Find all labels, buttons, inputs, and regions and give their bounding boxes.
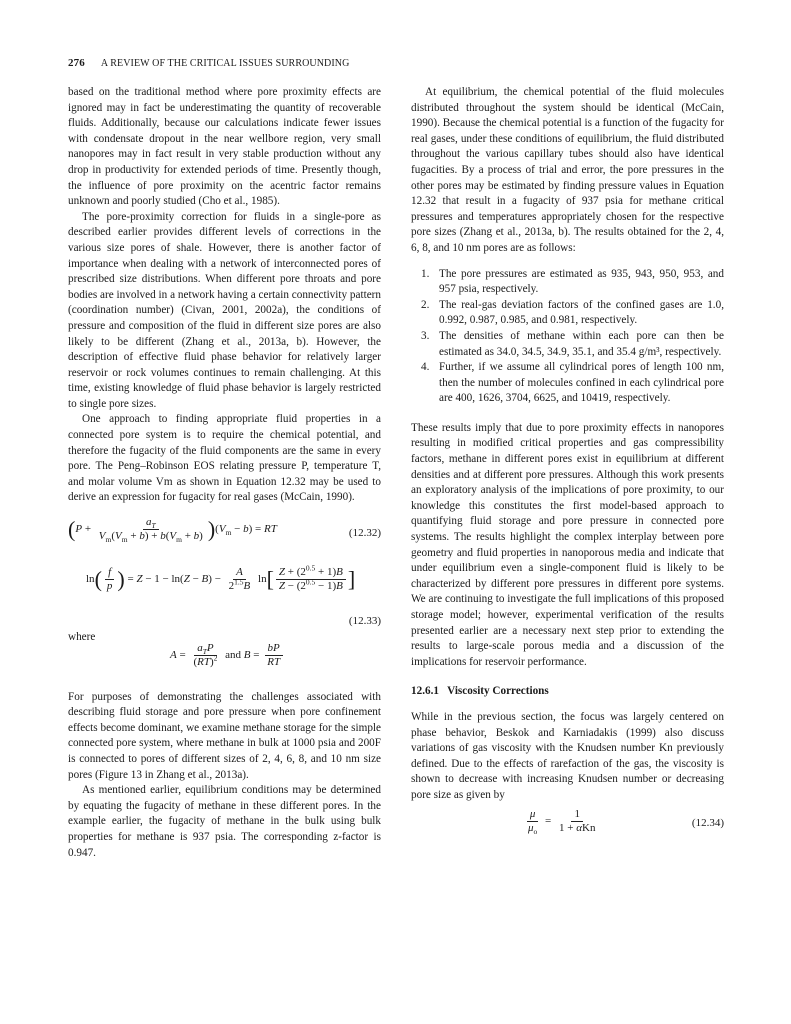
- results-list: [411, 267, 724, 407]
- equation-12-32: (P + $\frac{a_T}{V_m(V_m + b) + b(V_m + b)}$ )$(V_m - b)$ = RT (12.32): [68, 516, 381, 545]
- left-paragraph-2: The pore-proximity correction for fluids in a single-pore as described earlier provides different levels of corrections in the various size pores of shale. However, there is another factor of importance when dealing with a network of interconnected pores of prescribed size distributions. When different pore throats and pore bodies are involved in a network having a certain connectivity pattern (coordination number) (Civan, 2001, 2002a), the conditions of pressure and composition of the fluid in different size pores are also likely to be different (Zhang et al., 2013a, b). However, the description of effective fluid phase behavior for relatively larger reservoir or rock volumes continues to remain challenging. At this time, existing knowledge of fluid phase behavior is largely restricted to single pore sizes.: [68, 210, 381, 410]
- equation-12-33: ln( $\frac{f}{p}$ ) = Z − 1 − ln(Z − B) − $\frac{A}{2^{1.5}B}$ ln[ $\frac{Z + (2^{0.5} + 1)B}{Z - (2^{0.5} - 1)B}$ ] (12.33): [68, 562, 381, 630]
- list-item: 4. Further, if we assume all cylindrical pores of length 100 nm, then the number of molecules confined in each cylindrical pore are 400, 1626, 3704, 6625, and 10419, respectively.: [421, 361, 724, 405]
- left-paragraph-4: For purposes of demonstrating the challenges associated with describing fluid storage and pore pressure when pore confinement effects become dominant, we examine methane storage for the simple connected pore system, where methane in bulk at 1000 psia and 200F is connected to pores of different sizes of 2, 4, 6, 8, and 10 nm size pores (Figure 13 in Zhang et al., 2013a).: [68, 690, 381, 781]
- right-paragraph-1: At equilibrium, the chemical potential of the fluid molecules distributed throughout the system should be identical (McCain, 1990). Because the chemical potential is a function of the fugacity for real gases, under these conditions of equilibrium, the fluid distributed throughout the various capillary tubes should also have identical fugacities. By a process of trial and error, the pore pressures in the other pores may be estimated by finding pressure values in Equation 12.32 that result in a fugacity of 937 psia for methane critical pressures and temperatures appropriately chosen for the respective pore sizes (Zhang et al., 2013a, b). The results obtained for the 2, 4, 6, 8, and 10 nm pores are as follows:: [411, 86, 724, 254]
- equation-12-34: $\frac{\mu}{\mu_o}$ = $\frac{1}{\text{1 + αKn}}$ (12.34): [528, 807, 724, 836]
- list-item: 3. The densities of methane within each pore can then be estimated as 34.0, 34.5, 34.9, 35.1, and 35.4 g/m³, respectively.: [421, 329, 724, 358]
- left-column: [68, 85, 381, 861]
- equation-number-12-32: (12.32): [348, 527, 381, 540]
- right-column: [411, 85, 724, 844]
- equation-number-12-34: (12.34): [691, 816, 724, 829]
- left-paragraph-5: As mentioned earlier, equilibrium conditions may be determined by equating the fugacity of methane in these different pores. In the example earlier, the fugacity of methane in the bulk using bulk properties for methane is 937 psia. The corresponding z-factor is 0.947.: [68, 784, 381, 859]
- list-item: 1. The pore pressures are estimated as 935, 943, 950, 953, and 957 psia, respectively.: [421, 267, 724, 296]
- page-number: 276: [68, 57, 85, 69]
- running-title: A REVIEW OF THE CRITICAL ISSUES SURROUNDING: [100, 58, 350, 69]
- equation-number-12-33: (12.33): [348, 615, 381, 628]
- section-heading: 12.6.1 Viscosity Corrections: [411, 685, 549, 698]
- running-header: [68, 57, 349, 69]
- right-paragraph-3: While in the previous section, the focus was largely centered on phase behavior, Beskok and Karniadakis (1999) also discuss variations of gas viscosity with the Knudsen number Kn previously defined. Due to the effects of rarefaction of the gas, the viscosity is shown to decrease with increasing Knudsen number or decreasing pore size as given by: [411, 710, 724, 801]
- left-paragraph-3: One approach to finding appropriate fluid properties in a connected pore system is to require the chemical potential, and therefore the fugacity of the fluid components are the same in every pore. The Peng–Robinson EOS relating pressure P, temperature T, and molar volume Vm as shown in Equation 12.32 may be used to derive an expression for fugacity for real gases (McCain, 1990).: [68, 413, 381, 504]
- left-paragraph-1: based on the traditional method where pore proximity effects are ignored may in fact be underestimating the quantity of recoverable fluids. Additionally, because our calculations indicate fewer issues with condensate dropout in the near wellbore region, very small nanopores may in fact result in very stable production without any drop in productivity for extended periods of time. Presently though, the influence of pore proximity on the acentric factor remains unknown and poorly studied (Cho et al., 1985).: [68, 86, 381, 208]
- where-label: where: [68, 631, 96, 644]
- equation-where-AB: A = $\frac{a_TP}{(RT)^2}$ and B = $\frac{bP}{RT}$: [68, 642, 381, 682]
- right-paragraph-2: These results imply that due to pore proximity effects in nanopores resulting in modified critical properties and gas compressibility factors, methane in different pores exist in equilibrium at different densities and at different pore pressures. Although this work presents an exploratory analysis of the implications of pore proximity, to our knowledge this constitutes the first model-based approach to quantifying fluid storage and pore pressure in connected pore systems. The results highlight the complex interplay between pore geometry and fluid properties in nanoporous media and indicate that under equilibrium even a single-component fluid is likely to be characterized by different pore pressures in different pore systems. We are continuing to investigate the full implications of this proposed storage model; however, experimental verification of the results presented earlier are a necessary next step prior to extending the results to large-scale porous media and a discussion of the implications for reservoir performance.: [411, 421, 724, 668]
- list-item: 2. The real-gas deviation factors of the confined gases are 1.0, 0.992, 0.987, 0.985, and 0.981, respectively.: [421, 298, 724, 327]
